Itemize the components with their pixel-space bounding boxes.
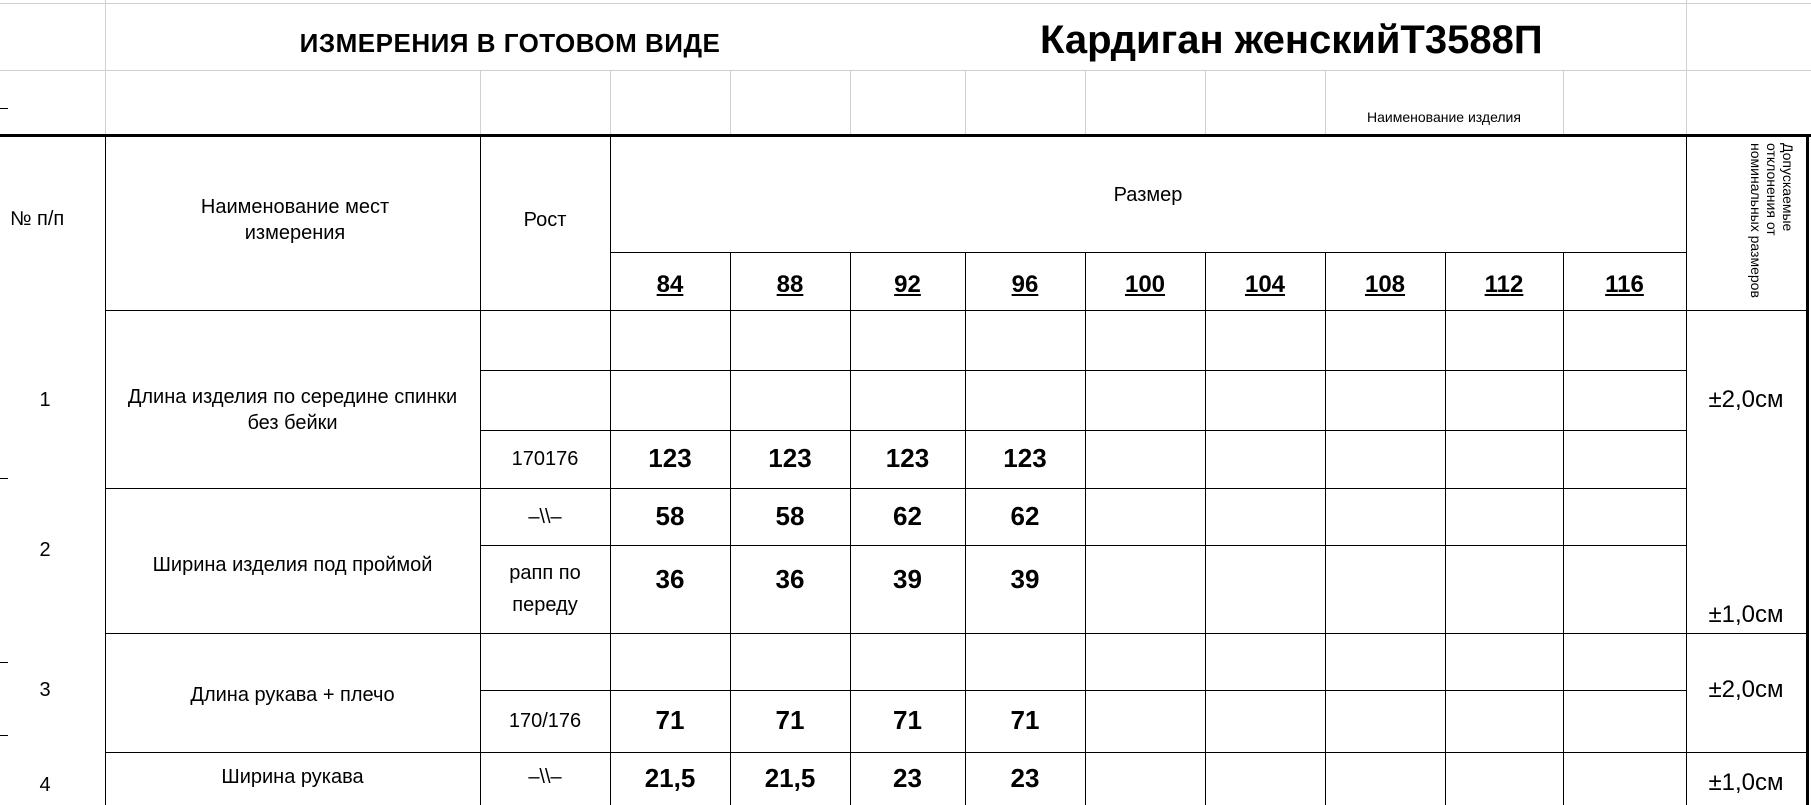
row-1-tolerance: ±2,0см — [1708, 386, 1784, 414]
value-cell-row3-size-96: 71 — [1010, 705, 1040, 736]
value-cell-row1-size-84: 123 — [648, 443, 692, 474]
size-header-104: 104 — [1244, 271, 1286, 299]
table-line — [1563, 252, 1564, 805]
row-1-name: Длина изделия по середине спинки без бейки — [127, 386, 458, 434]
value-cell-row2-size-96: 62 — [1010, 500, 1040, 531]
value-cell-row2-size-92: 62 — [893, 500, 922, 531]
sheet-title: ИЗМЕРЕНИЯ В ГОТОВОМ ВИДЕ — [299, 28, 721, 59]
header-place: Наименование мест измерения — [200, 196, 390, 244]
row-4-tolerance: ±1,0см — [1708, 768, 1784, 796]
grid-line — [730, 70, 731, 135]
product-name-label: Наименование изделия — [1367, 108, 1521, 125]
size-header-116: 116 — [1605, 271, 1644, 299]
grid-line — [480, 70, 481, 135]
row-2-tolerance: ±1,0см — [1708, 601, 1784, 629]
value-cell-row4-size-92: 23 — [893, 762, 922, 793]
size-header-100: 100 — [1124, 271, 1166, 299]
row-1-num: 1 — [39, 389, 51, 411]
value-cell-row2-size-84: 58 — [655, 500, 685, 531]
row-4-name: Ширина рукава — [221, 766, 364, 788]
grid-line — [850, 70, 851, 135]
row-2-num: 2 — [39, 539, 51, 561]
value-cell-row2-size-84: 36 — [655, 564, 685, 595]
grid-line — [105, 0, 106, 135]
size-header-88: 88 — [776, 271, 804, 299]
size-header-84: 84 — [656, 271, 684, 299]
row-3-name: Длина рукава + плечо — [190, 684, 395, 706]
table-top-border — [0, 134, 1811, 137]
table-right-border — [1806, 134, 1809, 805]
header-num: № п/п — [10, 208, 65, 230]
edge-mark — [0, 735, 8, 736]
table-line — [1686, 136, 1687, 805]
grid-line — [1686, 0, 1687, 135]
table-line — [105, 136, 106, 805]
value-cell-row3-size-92: 71 — [893, 705, 922, 736]
grid-line — [1085, 70, 1086, 135]
table-line — [480, 370, 1686, 371]
header-tolerance-cell — [1688, 138, 1804, 308]
value-cell-row2-size-96: 39 — [1010, 564, 1040, 595]
table-line — [1085, 252, 1086, 805]
value-cell-row1-size-92: 123 — [885, 443, 930, 474]
edge-mark — [0, 478, 8, 479]
value-cell-row4-size-88: 21,5 — [764, 762, 816, 793]
value-cell-row1-size-88: 123 — [768, 443, 812, 474]
product-title: Кардиган женскийТ3588П — [1040, 18, 1543, 62]
grid-line — [1205, 70, 1206, 135]
size-header-92: 92 — [894, 271, 921, 299]
size-header-96: 96 — [1011, 271, 1039, 299]
row-2-height-1: –\\– — [528, 505, 562, 528]
value-cell-row2-size-88: 58 — [775, 500, 805, 531]
header-size: Размер — [1113, 184, 1183, 206]
grid-line — [610, 70, 611, 135]
row-3-num: 3 — [39, 679, 51, 701]
grid-line — [1563, 70, 1564, 135]
row-2-height-2: рапп по переду — [509, 562, 581, 616]
size-header-112: 112 — [1484, 271, 1524, 299]
table-line — [610, 252, 1686, 253]
row-3-tolerance: ±2,0см — [1708, 676, 1784, 704]
table-line — [105, 633, 1806, 634]
grid-line — [0, 3, 1811, 4]
value-cell-row3-size-84: 71 — [655, 705, 685, 736]
value-cell-row4-size-84: 21,5 — [644, 762, 696, 793]
header-height: Рост — [523, 209, 567, 231]
table-line — [1325, 252, 1326, 805]
row-4-height-1: –\\– — [528, 766, 562, 788]
value-cell-row2-size-88: 36 — [775, 564, 805, 595]
value-cell-row3-size-88: 71 — [775, 705, 805, 736]
grid-line — [965, 70, 966, 135]
header-tolerance: Допускаемые отклонения от номинальных размеров — [1747, 143, 1796, 298]
table-line — [1205, 252, 1206, 805]
value-cell-row4-size-96: 23 — [1010, 762, 1040, 793]
row-4-num: 4 — [39, 774, 51, 796]
value-cell-row1-size-96: 123 — [1003, 443, 1047, 474]
row-1-height-3: 170176 — [511, 448, 579, 470]
row-3-height-2: 170/176 — [508, 710, 582, 732]
value-cell-row2-size-92: 39 — [893, 564, 922, 595]
edge-mark — [0, 108, 8, 109]
row-2-name: Ширина изделия под проймой — [152, 554, 433, 576]
size-header-108: 108 — [1364, 271, 1406, 299]
table-line — [1445, 252, 1446, 805]
table-line — [105, 310, 1806, 311]
